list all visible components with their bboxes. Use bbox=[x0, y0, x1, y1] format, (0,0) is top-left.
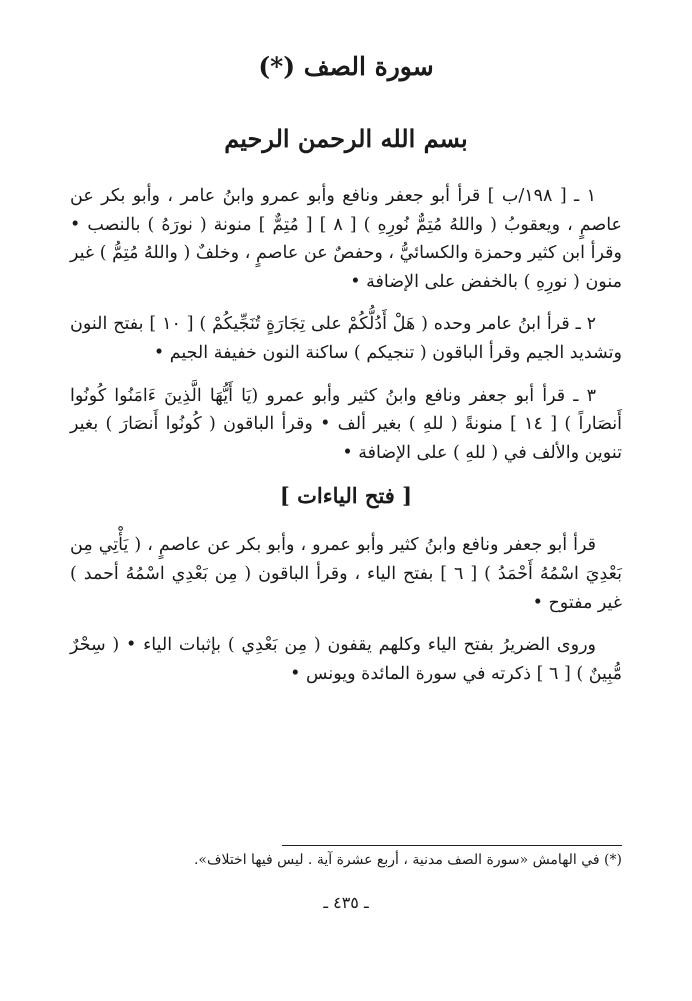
paragraph-text: ١ ـ [ ١٩٨/ب ] قرأ أبو جعفر ونافع وأبو عمرو وابنُ عامر ، وأبو بكر عن عاصمٍ ، ويعقوبُ ( واللهُ مُتِمٌّ نُورِهِ ) [ ٨ ] [ مُتِمٌّ ] منونة ( نورَهُ ) بالنصب • وقرأ ابن كثير وحمزة والكسائيُّ ، وحفصٌ عن عاصمٍ ، وخلفٌ ( واللهُ مُتِمُّ ) غير منون ( نورِهِ ) بالخفض على الإضافة • bbox=[70, 186, 622, 292]
page-body bbox=[70, 182, 622, 702]
page-number: ـ ٤٣٥ ـ bbox=[323, 893, 369, 912]
surah-title: سورة الصف (*) bbox=[258, 52, 434, 81]
section-heading: [ فتح الياءات ] bbox=[279, 483, 413, 509]
paragraph-ya-bady bbox=[70, 631, 622, 688]
basmala: بسم الله الرحمن الرحيم bbox=[224, 124, 468, 153]
paragraph-text: ٢ ـ قرأ ابنُ عامر وحده ( هَلْ أَدُلُّكُمْ على تِجَارَةٍ تُنَجِّيكُمْ ) [ ١٠ ] بفتح النون وتشديد الجيم وقرأ الباقون ( تنجيكم ) ساكنة النون خفيفة الجيم • bbox=[70, 314, 622, 363]
footnote-divider bbox=[282, 845, 622, 846]
paragraph-verse-8 bbox=[70, 182, 622, 296]
paragraph-text: وروى الضريرُ بفتح الياء وكلهم يقفون ( مِن بَعْدِي ) بإثبات الياء • ( سِحْرٌ مُّبِينٌ ) [ ٦ ] ذكرته في سورة المائدة ويونس • bbox=[70, 635, 622, 684]
paragraph-verse-14 bbox=[70, 382, 622, 468]
paragraph-text: قرأ أبو جعفر ونافع وابنُ كثير وأبو عمرو ، وأبو بكر عن عاصمٍ ، ( يَأْتِي مِن بَعْدِيَ اسْمُهُ أَحْمَدُ ) [ ٦ ] بفتح الياء ، وقرأ الباقون ( مِن بَعْدِي اسْمُهُ أحمد ) غير مفتوح • bbox=[70, 535, 622, 613]
paragraph-verse-10 bbox=[70, 310, 622, 367]
paragraph-ya-ahmad bbox=[70, 531, 622, 617]
paragraph-text: ٣ ـ قرأ أبو جعفر ونافع وابنُ كثير وأبو عمرو (يَا أَيُّهَا الَّذِينَ ءَامَنُوا كُونُوا أَنصَاراً ) [ ١٤ ] منونةً ( للهِ ) بغير ألف • وقرأ الباقون ( كُونُوا أَنصَارَ ) بغير تنوين والألف في ( للهِ ) على الإضافة • bbox=[70, 385, 622, 463]
footnote: (*) في الهامش «سورة الصف مدنية ، أربع عشرة آية . ليس فيها اختلاف». bbox=[193, 852, 622, 868]
